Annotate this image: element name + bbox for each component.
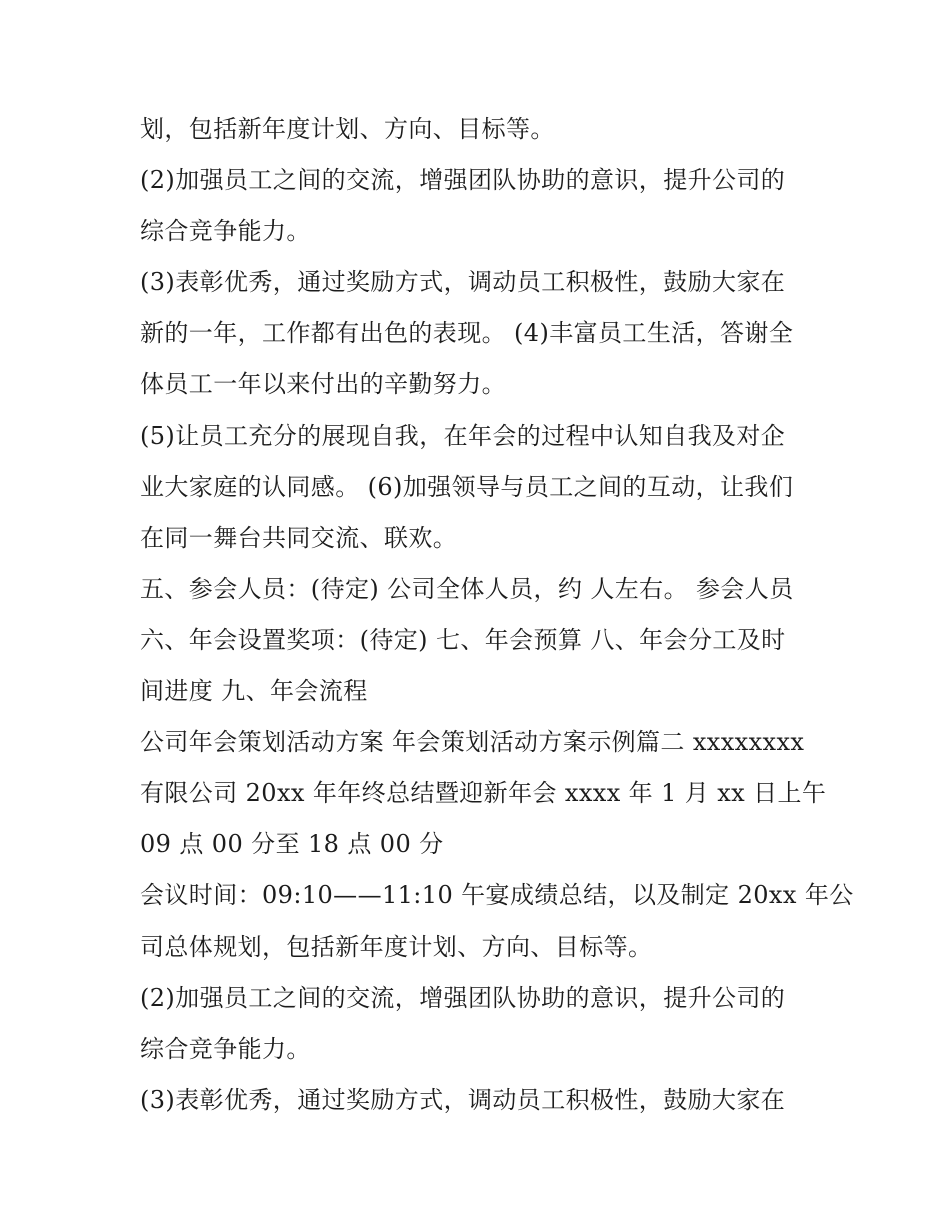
text-line: (5)让员工充分的展现自我，在年会的过程中认知自我及对企 (140, 421, 786, 450)
text-line: 会议时间：09:10——11:10 午宴成绩总结，以及制定 20xx 年公 (140, 881, 854, 910)
text-line: 新的一年，工作都有出色的表现。 (4)丰富员工生活，答谢全 (140, 319, 794, 348)
text-line: 公司年会策划活动方案 年会策划活动方案示例篇二 xxxxxxxx (140, 728, 805, 757)
text-line: 间进度 九、年会流程 (140, 677, 368, 706)
text-line: (3)表彰优秀，通过奖励方式，调动员工积极性，鼓励大家在 (140, 1085, 786, 1114)
text-line: 综合竞争能力。 (140, 217, 311, 246)
document-body (140, 104, 854, 1126)
text-line: 六、年会设置奖项：(待定) 七、年会预算 八、年会分工及时 (140, 625, 786, 654)
text-line: (3)表彰优秀，通过奖励方式，调动员工积极性，鼓励大家在 (140, 268, 786, 297)
text-line: (2)加强员工之间的交流，增强团队协助的意识，提升公司的 (140, 166, 786, 195)
text-line: 五、参会人员：(待定) 公司全体人员，约 人左右。 参会人员 (140, 574, 794, 603)
text-line: 有限公司 20xx 年年终总结暨迎新年会 xxxx 年 1 月 xx 日上午 (140, 779, 827, 808)
text-line: (2)加强员工之间的交流，增强团队协助的意识，提升公司的 (140, 983, 786, 1012)
text-line: 体员工一年以来付出的辛勤努力。 (140, 370, 506, 399)
text-line: 业大家庭的认同感。 (6)加强领导与员工之间的互动，让我们 (140, 472, 794, 501)
text-line: 司总体规划，包括新年度计划、方向、目标等。 (140, 932, 653, 961)
text-line: 综合竞争能力。 (140, 1034, 311, 1063)
text-line: 09 点 00 分至 18 点 00 分 (140, 830, 444, 859)
text-line: 在同一舞台共同交流、联欢。 (140, 523, 458, 552)
text-line: 划，包括新年度计划、方向、目标等。 (140, 115, 555, 143)
